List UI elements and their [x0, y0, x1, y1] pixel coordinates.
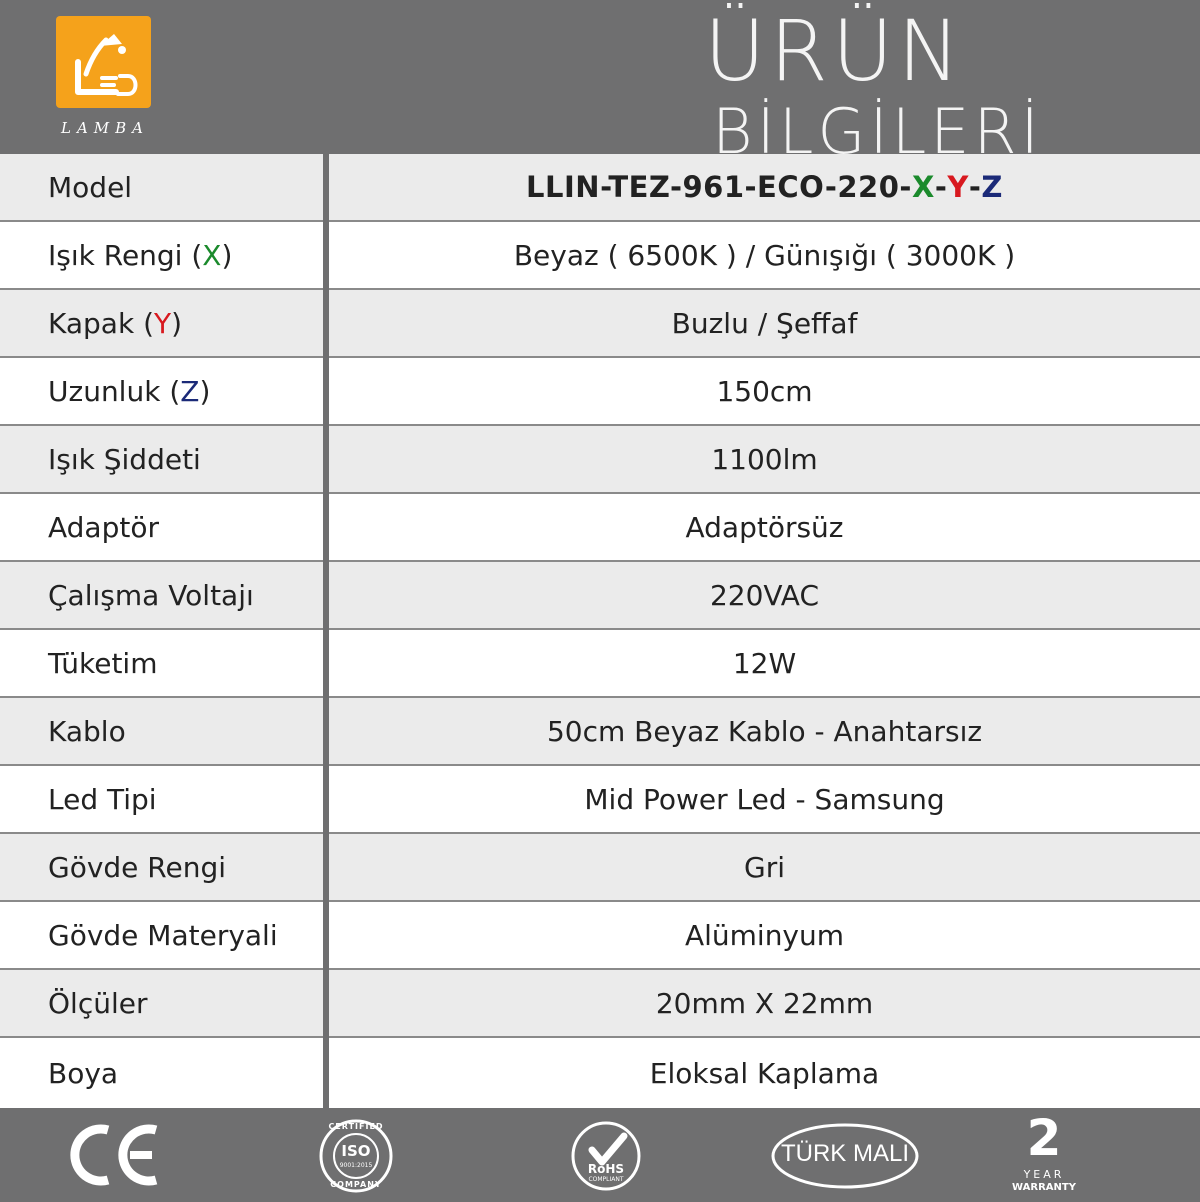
turk-mali-text: TÜRK MALI: [780, 1140, 909, 1167]
spec-row-intensity: [0, 426, 1200, 492]
ce-mark-icon: [64, 1122, 164, 1188]
iso-text: ISO: [341, 1142, 371, 1160]
header: [0, 0, 1200, 154]
spec-label: Tüketim: [0, 630, 323, 696]
model-var-x: X: [911, 170, 935, 204]
spec-value: Alüminyum: [329, 902, 1200, 968]
spec-label-text: Işık Rengi (: [48, 238, 203, 272]
spec-value: Adaptörsüz: [329, 494, 1200, 560]
spec-value: 20mm X 22mm: [329, 970, 1200, 1036]
spec-value: Eloksal Kaplama: [329, 1038, 1200, 1108]
spec-label: Ölçüler: [0, 970, 323, 1036]
row-divider: [0, 356, 1200, 358]
spec-row-dimensions: [0, 970, 1200, 1036]
spec-label: Gövde Materyali: [0, 902, 323, 968]
two-year-warranty-icon: [1006, 1109, 1082, 1198]
spec-row-body-color: [0, 834, 1200, 900]
warranty-year-text: YEAR: [1023, 1168, 1065, 1181]
spec-value: 50cm Beyaz Kablo - Anahtarsız: [329, 698, 1200, 764]
spec-value: 220VAC: [329, 562, 1200, 628]
iso-certified-icon: [318, 1118, 394, 1194]
spec-row-led-type: [0, 766, 1200, 832]
spec-label: [0, 290, 323, 356]
rohs-compliant-icon: [570, 1120, 642, 1192]
row-divider: [0, 560, 1200, 562]
spec-value: Beyaz ( 6500K ) / Günışığı ( 3000K ): [329, 222, 1200, 288]
iso-bottom-text: COMPANY: [330, 1180, 382, 1189]
spec-value: Mid Power Led - Samsung: [329, 766, 1200, 832]
spec-row-cover: [0, 290, 1200, 356]
spec-row-paint: [0, 1038, 1200, 1108]
spec-value: Gri: [329, 834, 1200, 900]
spec-value: LLIN-TEZ-961-ECO-220- X - Y - Z: [329, 154, 1200, 220]
spec-label-var: Z: [180, 374, 200, 408]
spec-label-end: ): [199, 374, 211, 408]
row-divider: [0, 628, 1200, 630]
certification-footer: [0, 1108, 1200, 1202]
spec-label: Boya: [0, 1038, 323, 1108]
warranty-number: 2: [1026, 1109, 1062, 1167]
row-divider: [0, 492, 1200, 494]
model-code: LLIN-TEZ-961-ECO-220-: [526, 170, 912, 204]
logo-wordmark: LAMBA: [60, 119, 149, 137]
spec-row-cable: [0, 698, 1200, 764]
spec-row-model: [0, 154, 1200, 220]
spec-row-length: [0, 358, 1200, 424]
spec-label: Kablo: [0, 698, 323, 764]
rohs-sub-text: COMPLIANT: [588, 1176, 624, 1183]
rohs-text: RoHS: [587, 1162, 625, 1176]
row-divider: [0, 288, 1200, 290]
row-divider: [0, 764, 1200, 766]
spec-row-consumption: [0, 630, 1200, 696]
row-divider: [0, 1036, 1200, 1038]
spec-label: [0, 358, 323, 424]
spec-label-text: Kapak (: [48, 306, 154, 340]
row-divider: [0, 424, 1200, 426]
spec-label: [0, 222, 323, 288]
spec-row-light-color: [0, 222, 1200, 288]
row-divider: [0, 696, 1200, 698]
spec-row-voltage: [0, 562, 1200, 628]
spec-value: Buzlu / Şeffaf: [329, 290, 1200, 356]
spec-value: 12W: [329, 630, 1200, 696]
row-divider: [0, 968, 1200, 970]
spec-label-var: X: [202, 238, 222, 272]
iso-top-text: CERTIFIED: [328, 1122, 384, 1131]
spec-label: Adaptör: [0, 494, 323, 560]
column-divider: [323, 154, 329, 1108]
page-title-line1: ÜRÜN: [704, 2, 965, 100]
spec-label: Gövde Rengi: [0, 834, 323, 900]
spec-value: 150cm: [329, 358, 1200, 424]
model-var-z: Z: [981, 170, 1003, 204]
spec-value: 1100lm: [329, 426, 1200, 492]
row-divider: [0, 900, 1200, 902]
page-title-line2: BİLGİLERİ: [712, 95, 1043, 154]
row-divider: [0, 220, 1200, 222]
warranty-text: WARRANTY: [1012, 1182, 1076, 1193]
spec-table: [0, 154, 1200, 1108]
model-var-y: Y: [947, 170, 969, 204]
spec-label: Çalışma Voltajı: [0, 562, 323, 628]
spec-label: Model: [0, 154, 323, 220]
spec-row-adapter: [0, 494, 1200, 560]
led-lamp-logo-icon: [56, 16, 151, 108]
iso-standard-text: 9001:2015: [339, 1162, 373, 1169]
spec-label-var: Y: [154, 306, 172, 340]
spec-label-end: ): [221, 238, 233, 272]
spec-label: Led Tipi: [0, 766, 323, 832]
spec-label-end: ): [171, 306, 183, 340]
spec-label-text: Uzunluk (: [48, 374, 181, 408]
spec-label: Işık Şiddeti: [0, 426, 323, 492]
spec-row-body-material: [0, 902, 1200, 968]
row-divider: [0, 832, 1200, 834]
turk-mali-icon: [770, 1122, 920, 1190]
